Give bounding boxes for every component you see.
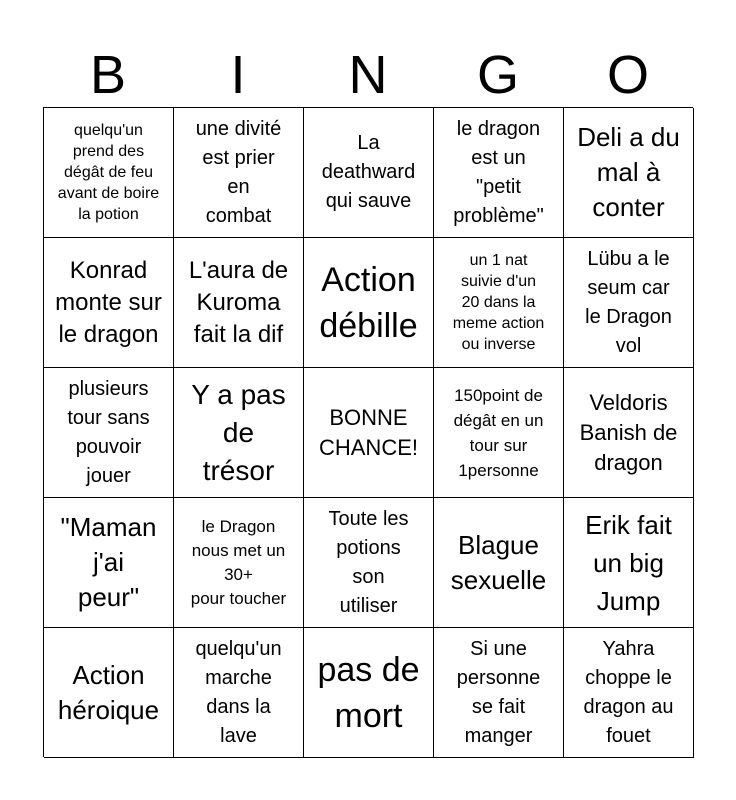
free-space-text: BONNE CHANCE! (318, 404, 418, 460)
cell-text: Erik fait un big Jump (585, 509, 672, 616)
bingo-cell-r2-c1[interactable] (44, 238, 174, 368)
header-letter-b: B (89, 45, 127, 105)
bingo-cell-r4-c1[interactable] (44, 498, 174, 628)
bingo-cell-r2-c3[interactable] (304, 238, 434, 368)
cell-text: Deli a du mal à conter (577, 122, 680, 222)
cell-text: Action débille (319, 260, 418, 345)
header-letter-i: I (230, 45, 246, 105)
bingo-cell-r2-c5[interactable] (564, 238, 694, 368)
bingo-cell-r1-c5[interactable] (564, 108, 694, 238)
bingo-cell-r3-c4[interactable] (434, 368, 564, 498)
bingo-cell-r3-c2[interactable] (174, 368, 304, 498)
bingo-cell-r3-c3[interactable] (304, 368, 434, 498)
cell-text: "Maman j'ai peur" (60, 512, 157, 612)
bingo-cell-r2-c4[interactable] (434, 238, 564, 368)
bingo-grid (43, 107, 693, 757)
cell-text: Lübu a le seum car le Dragon vol (585, 247, 672, 357)
cell-text: Blague sexuelle (450, 529, 547, 595)
header-letter-g: G (476, 45, 519, 105)
header-letter-o: O (606, 45, 649, 105)
cell-text: pas de mort (317, 650, 420, 735)
bingo-cell-r5-c1[interactable] (44, 628, 174, 758)
bingo-cell-r4-c3[interactable] (304, 498, 434, 628)
cell-text: le dragon est un "petit problème" (453, 117, 544, 227)
bingo-cell-r4-c4[interactable] (434, 498, 564, 628)
bingo-cell-r5-c4[interactable] (434, 628, 564, 758)
bingo-cell-r3-c1[interactable] (44, 368, 174, 498)
cell-text: Konrad monte sur le dragon (55, 256, 162, 348)
cell-text: quelqu'un prend des dégât de feu avant de boire la potion (57, 122, 160, 223)
bingo-cell-r5-c3[interactable] (304, 628, 434, 758)
cell-text: 150point de dégât en un tour sur 1personne (453, 385, 544, 480)
cell-text: un 1 nat suivie d'un 20 dans la meme action ou inverse (452, 252, 545, 353)
bingo-cell-r1-c2[interactable] (174, 108, 304, 238)
cell-text: le Dragon nous met un 30+ pour toucher (190, 516, 287, 608)
bingo-cell-r4-c2[interactable] (174, 498, 304, 628)
header-letter-n: N (348, 45, 388, 105)
cell-text: Si une personne se fait manger (456, 637, 541, 747)
bingo-header (43, 42, 693, 108)
bingo-cell-r1-c1[interactable] (44, 108, 174, 238)
cell-text: plusieurs tour sans pouvoir jouer (67, 377, 150, 487)
cell-text: Action héroique (57, 659, 160, 725)
bingo-cell-r4-c5[interactable] (564, 498, 694, 628)
bingo-cell-r5-c5[interactable] (564, 628, 694, 758)
cell-text: Toute les potions son utiliser (328, 507, 409, 617)
cell-text: L'aura de Kuroma fait la dif (188, 256, 289, 348)
bingo-cell-r1-c4[interactable] (434, 108, 564, 238)
bingo-cell-r5-c2[interactable] (174, 628, 304, 758)
cell-text: Veldoris Banish de dragon (579, 389, 678, 475)
cell-text: Y a pas de trésor (191, 378, 286, 486)
cell-text: quelqu'un marche dans la lave (195, 637, 282, 747)
cell-text: Yahra choppe le dragon au fouet (583, 637, 674, 747)
cell-text: La deathward qui sauve (321, 132, 416, 212)
bingo-cell-r3-c5[interactable] (564, 368, 694, 498)
bingo-cell-r1-c3[interactable] (304, 108, 434, 238)
cell-text: une divité est prier en combat (195, 117, 282, 227)
bingo-cell-r2-c2[interactable] (174, 238, 304, 368)
